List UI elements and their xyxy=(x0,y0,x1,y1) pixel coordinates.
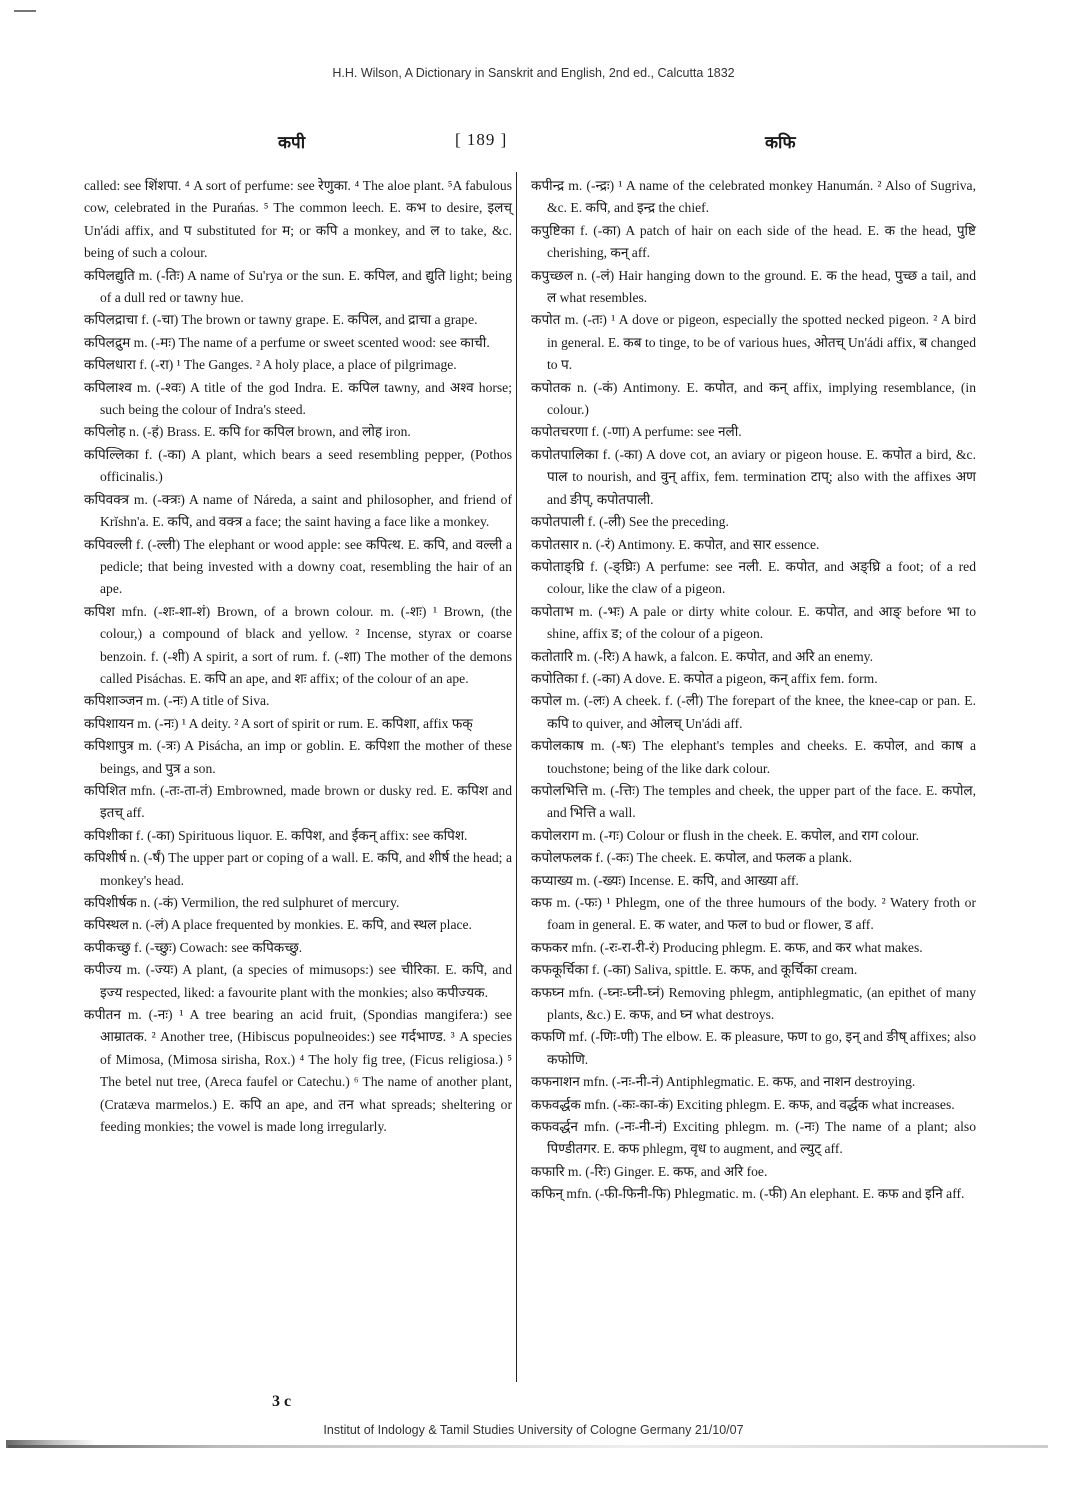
dictionary-entry: कफणि mf. (-णिः-णी) The elbow. E. क pleasure, फण to go, इन् and ङीष् affixes; also कफोणि. xyxy=(531,1029,976,1067)
dictionary-entry: कफघ्न mfn. (-घ्नः-घ्नी-घ्नं) Removing phlegm, antiphlegmatic, (an epithet of many plants, &c.) E. कफ, and घ्न what destroys. xyxy=(531,984,976,1023)
dictionary-entry: कपुष्टिका f. (-का) A patch of hair on each side of the head. E. क the head, पुष्टि cherishing, कन् aff. xyxy=(531,222,976,261)
dictionary-entry: कपिशायन m. (-नः) ¹ A deity. ² A sort of spirit or rum. E. कपिशा, affix फक् xyxy=(84,715,473,731)
dictionary-entry: कपिशाञ्जन m. (-नः) A title of Siva. xyxy=(84,693,270,709)
dictionary-entry: कपोलफलक f. (-कः) The cheek. E. कपोल, and फलक a plank. xyxy=(531,850,853,866)
dictionary-entry: कफवर्द्धक mfn. (-कः-का-कं) Exciting phlegm. E. कफ, and वर्द्धक what increases. xyxy=(531,1096,955,1112)
dictionary-entry: कतोतारि m. (-रिः) A hawk, a falcon. E. कपोत, and अरि an enemy. xyxy=(531,648,873,664)
dictionary-entry: कपुच्छल n. (-लं) Hair hanging down to the ground. E. क the head, पुच्छ a tail, and ल what resembles. xyxy=(531,267,976,306)
dictionary-entry: कफकर mfn. (-रः-रा-री-रं) Producing phlegm. E. कफ, and कर what makes. xyxy=(531,939,923,955)
dictionary-entry: कपिशित mfn. (-तः-ता-तं) Embrowned, made brown or dusky red. E. कपिश and इतच् aff. xyxy=(84,782,512,821)
dictionary-entry: कपिशीर्ष n. (-र्षं) The upper part or coping of a wall. E. कपि, and शीर्ष the head; a monkey's head. xyxy=(84,850,512,888)
dictionary-entry: कफनाशन mfn. (-नः-नी-नं) Antiphlegmatic. E. कफ, and नाशन destroying. xyxy=(531,1074,916,1090)
page-number: [ 189 ] xyxy=(455,130,508,149)
dictionary-entry: कपोताभ m. (-भः) A pale or dirty white colour. E. कपोत, and आङ् before भा to shine, affix ड; of the colour of a pigeon. xyxy=(531,603,976,642)
running-head-left: कपी xyxy=(278,133,306,152)
dictionary-entry: कपिलद्राचा f. (-चा) The brown or tawny grape. E. कपिल, and द्राचा a grape. xyxy=(84,312,478,328)
dictionary-entry: कपोल m. (-लः) A cheek. f. (-ली) The forepart of the knee, the knee-cap or pan. E. कपि to quiver, and ओलच् Un'ádi aff. xyxy=(531,693,976,731)
dictionary-entry: कपीतन m. (-नः) ¹ A tree bearing an acid fruit, (Spondias mangifera:) see आम्रातक. ² Another tree, (Hibiscus populneoides:) see गर्दभाण्ड. ³ A species of Mimosa, (Mimosa sirisha, Rox.) ⁴ The holy fig tree, (Ficus religiosa.) ⁵ The betel nut tree, (Areca faufel or Catechu.) ⁶ The name of another plant, (Cratæva marmelos.) E. कपि an ape, and तन what spreads; sheltering or feeding monkies; the vowel is made long irregularly. xyxy=(84,1007,512,1135)
dictionary-entry: कपोतिका f. (-का) A dove. E. कपोत a pigeon, कन् affix fem. form. xyxy=(531,670,878,686)
dictionary-entry: कपीन्द्र m. (-न्द्रः) ¹ A name of the celebrated monkey Hanumán. ² Also of Sugriva, &c. E. कपि, and इन्द्र the chief. xyxy=(531,178,976,216)
dictionary-entry: कपोताङ्घ्रि f. (-ङ्घ्रिः) A perfume: see नली. E. कपोत, and अङ्घ्रि a foot; of a red colour, like the claw of a pigeon. xyxy=(531,558,976,597)
dictionary-entry: कपिल्लिका f. (-का) A plant, which bears a seed resembling pepper, (Pothos officinalis.) xyxy=(84,446,512,485)
dictionary-entry: कपोतचरणा f. (-णा) A perfume: see नली. xyxy=(531,424,742,440)
dictionary-entry: कपिलद्रुम m. (-मः) The name of a perfume or sweet scented wood: see काची. xyxy=(84,334,490,350)
dictionary-entry: कपोलकाष m. (-षः) The elephant's temples and cheeks. E. कपोल, and काष a touchstone; being of the like dark colour. xyxy=(531,738,976,776)
dictionary-entry: कपिवल्ली f. (-ल्ली) The elephant or wood apple: see कपित्थ. E. कपि, and वल्ली a pedicle; that being invested with a downy coat, resembling the hair of an ape. xyxy=(84,536,512,597)
dictionary-entry: कपिवक्त्र m. (-क्त्रः) A name of Náreda, a saint and philosopher, and friend of Krĭshn'a. E. कपि, and वक्त्र a face; the saint having a face like a monkey. xyxy=(84,491,512,530)
dictionary-entry: कफिन् mfn. (-फी-फिनी-फि) Phlegmatic. m. (-फी) An elephant. E. कफ and इनि aff. xyxy=(531,1186,965,1202)
dictionary-entry: कपिलद्युति m. (-तिः) A name of Su'rya or the sun. E. कपिल, and द्युति light; being of a dull red or tawny hue. xyxy=(84,267,512,306)
dictionary-entry: कपिस्थल n. (-लं) A place frequented by monkies. E. कपि, and स्थल place. xyxy=(84,917,472,933)
right-column xyxy=(531,175,976,1206)
dictionary-entry: कपिश mfn. (-शः-शा-शं) Brown, of a brown colour. m. (-शः) ¹ Brown, (the colour,) a compound of black and yellow. ² Incense, styrax or coarse benzoin. f. (-शी) A spirit, a sort of rum. f. (-शा) The mother of the demons called Pisáchas. E. कपि an ape, and शः affix; of the colour of an ape. xyxy=(84,603,512,686)
dictionary-entry: कफ m. (-फः) ¹ Phlegm, one of the three humours of the body. ² Watery froth or foam in general. E. क water, and फल to bud or flower, ड aff. xyxy=(531,895,976,933)
dictionary-entry: कपीज्य m. (-ज्यः) A plant, (a species of mimusops:) see चीरिका. E. कपि, and इज्य respected, liked: a favourite plant with the monkies; also कपीज्यक. xyxy=(84,962,512,1000)
dictionary-entry: कफवर्द्धन mfn. (-नः-नी-नं) Exciting phlegm. m. (-नः) The name of a plant; also पिण्डीतगर. E. कफ phlegm, वृध to augment, and ल्युट् aff. xyxy=(531,1119,976,1157)
dictionary-entry: कफारि m. (-रिः) Ginger. E. कफ, and अरि foe. xyxy=(531,1163,768,1179)
dictionary-entry: कपिलोह n. (-हं) Brass. E. कपि for कपिल brown, and लोह iron. xyxy=(84,424,411,440)
dictionary-entry: कपोलराग m. (-गः) Colour or flush in the cheek. E. कपोल, and राग colour. xyxy=(531,827,920,843)
source-header: H.H. Wilson, A Dictionary in Sanskrit and English, 2nd ed., Calcutta 1832 xyxy=(332,66,735,80)
dictionary-entry: कप्याख्य m. (-ख्यः) Incense. E. कपि, and आख्या aff. xyxy=(531,872,799,888)
dictionary-entry: कपीकच्छु f. (-च्छुः) Cowach: see कपिकच्छु. xyxy=(84,939,303,955)
dictionary-entry: कपिशीर्षक n. (-कं) Vermilion, the red sulphuret of mercury. xyxy=(84,895,400,910)
dictionary-entry: कपोलभित्ति m. (-त्तिः) The temples and cheek, the upper part of the face. E. कपोल, and भित्ति a wall. xyxy=(531,782,976,821)
scan-edge-line xyxy=(8,1445,1048,1448)
dictionary-entry: कपिशापुत्र m. (-त्रः) A Pisácha, an imp or goblin. E. कपिशा the mother of these beings, and पुत्र a son. xyxy=(84,738,512,776)
dictionary-entry: कपोतपाली f. (-ली) See the preceding. xyxy=(531,514,729,530)
source-footer: Institut of Indology & Tamil Studies University of Cologne Germany 21/10/07 xyxy=(323,1423,744,1437)
dictionary-entry: कफकूर्चिका f. (-का) Saliva, spittle. E. कफ, and कूर्चिका cream. xyxy=(531,962,858,978)
scan-artifact-top xyxy=(14,10,36,12)
running-head-right: कफि xyxy=(765,133,796,152)
dictionary-entry: कपोतपालिका f. (-का) A dove cot, an aviary or pigeon house. E. कपोत a bird, &c. पाल to nourish, and वुन् affix, fem. termination टाप्; also with the affixes अण and ङीप्, कपोतपाली. xyxy=(531,446,976,507)
dictionary-entry: कपोतसार n. (-रं) Antimony. E. कपोत, and सार essence. xyxy=(531,536,820,552)
dictionary-entry: कपिलाश्व m. (-श्वः) A title of the god Indra. E. कपिल tawny, and अश्व horse; such being the colour of Indra's steed. xyxy=(84,379,512,418)
column-divider xyxy=(516,172,517,1382)
dictionary-entry-continued: called: see शिंशपा. ⁴ A sort of perfume: see रेणुका. ⁴ The aloe plant. ⁵A fabulous cow, celebrated in the Purańas. ⁵ The common leech. E. कभ to desire, इलच् Un'ádi affix, and प substituted for म; or कपि a monkey, and ल to take, &c. being of such a colour. xyxy=(84,178,512,261)
dictionary-entry: कपिशीका f. (-का) Spirituous liquor. E. कपिश, and ईकन् affix: see कपिश. xyxy=(84,827,468,843)
signature-mark: 3 c xyxy=(272,1393,292,1410)
dictionary-entry: कपिलधारा f. (-रा) ¹ The Ganges. ² A holy place, a place of pilgrimage. xyxy=(84,357,457,373)
left-column xyxy=(84,175,512,1138)
dictionary-entry: कपोतक n. (-कं) Antimony. E. कपोत, and कन् affix, implying resemblance, (in colour.) xyxy=(531,379,976,418)
dictionary-entry: कपोत m. (-तः) ¹ A dove or pigeon, especially the spotted necked pigeon. ² A bird in general. E. कब to tinge, to be of various hues, ओतच् Un'ádi affix, ब changed to प. xyxy=(531,312,976,373)
